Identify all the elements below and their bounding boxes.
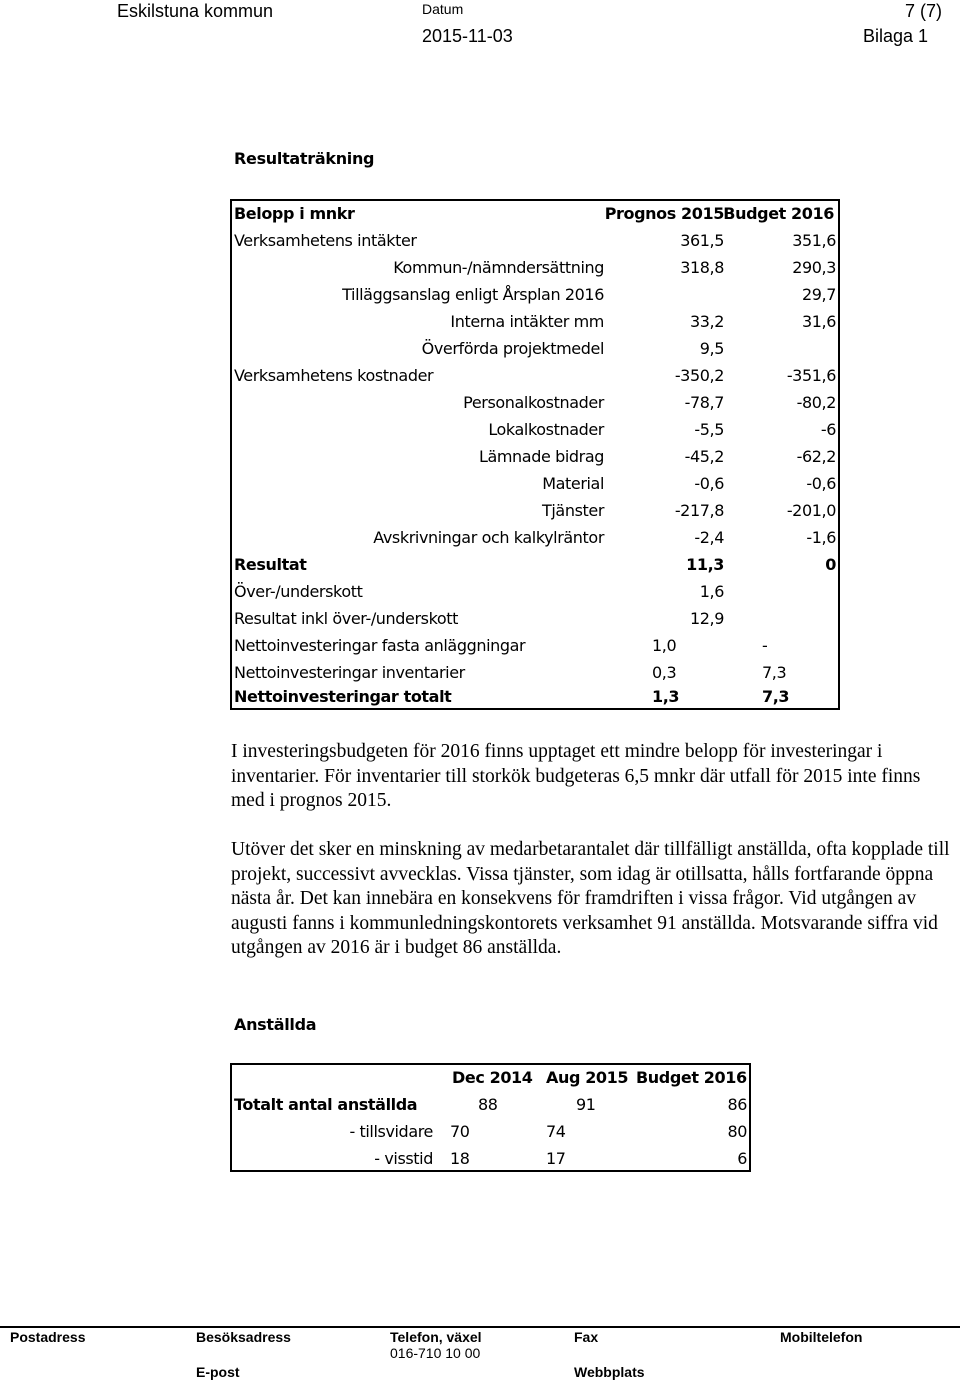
row-label: Tjänster (542, 501, 604, 520)
row-label: Överförda projektmedel (421, 339, 604, 358)
budget-value: - (762, 636, 768, 655)
appendix-label: Bilaga 1 (862, 26, 928, 46)
forecast-value: -217,8 (674, 501, 724, 520)
budget-value: -6 (820, 420, 836, 439)
table-row (232, 228, 838, 255)
budget-value: 7,3 (762, 687, 790, 706)
budget-value: 31,6 (801, 312, 836, 331)
staff-heading: Anställda (234, 1015, 317, 1034)
aug2015-value: 91 (576, 1095, 596, 1114)
footer-divider (0, 1326, 960, 1328)
row-label: Personalkostnader (463, 393, 604, 412)
dec2014-value: 70 (450, 1122, 470, 1141)
budget-value: -1,6 (806, 528, 836, 547)
income-statement-table (230, 199, 840, 710)
date-label: Datum (422, 1, 464, 17)
row-label: Kommun-/nämndersättning (393, 258, 604, 277)
budget-value: -80,2 (796, 393, 836, 412)
table-row (232, 1119, 749, 1146)
budget-value: 351,6 (792, 231, 836, 250)
footer-postal-label: Postadress (10, 1329, 86, 1345)
budget-value: 0 (825, 555, 836, 574)
row-label: Nettoinvesteringar totalt (234, 687, 452, 706)
staff-table (230, 1063, 751, 1172)
budget-value: 80 (727, 1122, 747, 1141)
forecast-value: 12,9 (689, 609, 724, 628)
budget-value: 86 (727, 1095, 747, 1114)
forecast-value: 361,5 (680, 231, 724, 250)
row-label: Resultat (234, 555, 307, 574)
column-header-aug-2015: Aug 2015 (546, 1068, 629, 1087)
forecast-value: 0,3 (652, 663, 677, 682)
row-label: Interna intäkter mm (450, 312, 604, 331)
table-row (232, 498, 838, 525)
budget-value: -201,0 (786, 501, 836, 520)
row-label: Verksamhetens kostnader (234, 366, 434, 385)
paragraph-investments (231, 740, 955, 814)
forecast-value: 1,6 (699, 582, 724, 601)
forecast-value: 1,3 (652, 687, 680, 706)
table-row (232, 684, 838, 711)
document-date: 2015-11-03 (422, 26, 513, 46)
forecast-value: -5,5 (694, 420, 724, 439)
row-label: Nettoinvesteringar fasta anläggningar (234, 636, 526, 655)
row-label: Tilläggsanslag enligt Årsplan 2016 (342, 285, 604, 304)
column-header-amount: Belopp i mnkr (234, 204, 355, 223)
table-row (232, 417, 838, 444)
footer-visit-label: Besöksadress (196, 1329, 291, 1345)
org-name: Eskilstuna kommun (117, 1, 274, 21)
forecast-value: 9,5 (699, 339, 724, 358)
budget-value: -0,6 (806, 474, 836, 493)
footer-phone-label: Telefon, växel (390, 1329, 482, 1345)
row-label: - visstid (374, 1149, 433, 1168)
forecast-value: -78,7 (684, 393, 724, 412)
table-row (232, 444, 838, 471)
forecast-value: -0,6 (694, 474, 724, 493)
table-row (232, 633, 838, 660)
column-header-forecast-2015: Prognos 2015 (604, 204, 724, 223)
row-label: Lämnade bidrag (478, 447, 604, 466)
budget-value: -62,2 (796, 447, 836, 466)
column-header-budget-2016: Budget 2016 (636, 1068, 747, 1087)
forecast-value: -45,2 (684, 447, 724, 466)
forecast-value: -350,2 (674, 366, 724, 385)
page-number: 7 (7) (904, 1, 942, 21)
paragraph-text: I investeringsbudgeten för 2016 finns upptaget ett mindre belopp för investeringar i inventarier. För inventarier till storkök budgeteras 6,5 mnkr där utfall för 2015 inte finns med i prognos 2015. (231, 741, 921, 812)
table-row (232, 363, 838, 390)
footer-web-label: Webbplats (574, 1364, 645, 1380)
column-header-budget-2016: Budget 2016 (723, 204, 834, 223)
budget-value: 29,7 (801, 285, 836, 304)
row-label: - tillsvidare (349, 1122, 433, 1141)
table-row (232, 255, 838, 282)
aug2015-value: 17 (546, 1149, 566, 1168)
table-row (232, 525, 838, 552)
forecast-value: -2,4 (694, 528, 724, 547)
budget-value: 7,3 (762, 663, 787, 682)
table-header-row (232, 201, 838, 228)
budget-value: 290,3 (792, 258, 836, 277)
row-label: Material (542, 474, 604, 493)
table-row (232, 336, 838, 363)
footer-mobile-label: Mobiltelefon (780, 1329, 863, 1345)
budget-value: -351,6 (786, 366, 836, 385)
row-label: Verksamhetens intäkter (234, 231, 417, 250)
forecast-value: 1,0 (652, 636, 677, 655)
paragraph-staffing (231, 838, 955, 961)
income-statement-heading: Resultaträkning (234, 149, 375, 168)
row-label: Över-/underskott (234, 582, 363, 601)
table-row (232, 1146, 749, 1173)
table-row (232, 660, 838, 687)
table-row (232, 1092, 749, 1119)
dec2014-value: 18 (450, 1149, 470, 1168)
table-row (232, 471, 838, 498)
row-label: Totalt antal anställda (234, 1095, 418, 1114)
row-label: Nettoinvesteringar inventarier (234, 663, 465, 682)
footer-email-label: E-post (196, 1364, 240, 1380)
table-row (232, 309, 838, 336)
table-row (232, 282, 838, 309)
row-label: Avskrivningar och kalkylräntor (373, 528, 604, 547)
forecast-value: 11,3 (686, 555, 724, 574)
footer-phone-value: 016-710 10 00 (390, 1345, 481, 1361)
table-header-row (232, 1065, 749, 1092)
dec2014-value: 88 (478, 1095, 498, 1114)
column-header-dec-2014: Dec 2014 (452, 1068, 533, 1087)
table-row (232, 390, 838, 417)
aug2015-value: 74 (546, 1122, 566, 1141)
table-row (232, 606, 838, 633)
table-row (232, 579, 838, 606)
paragraph-text: Utöver det sker en minskning av medarbetarantalet där tillfälligt anställda, ofta kopplade till projekt, successivt avvecklas. Vissa tjänster, som idag är otillsatta, hålls fortfarande öppna nästa år. Det kan innebära en konsekvens för framdriften i vissa frågor. Vid utgången av augusti fanns i kommunledningskontorets verksamhet 91 anställda. Motsvarande siffra vid utgången av 2016 är i budget 86 anställda. (231, 839, 950, 959)
budget-value: 6 (737, 1149, 747, 1168)
forecast-value: 318,8 (680, 258, 724, 277)
row-label: Lokalkostnader (488, 420, 604, 439)
forecast-value: 33,2 (689, 312, 724, 331)
row-label: Resultat inkl över-/underskott (234, 609, 459, 628)
footer-fax-label: Fax (574, 1329, 599, 1345)
table-row (232, 552, 838, 579)
